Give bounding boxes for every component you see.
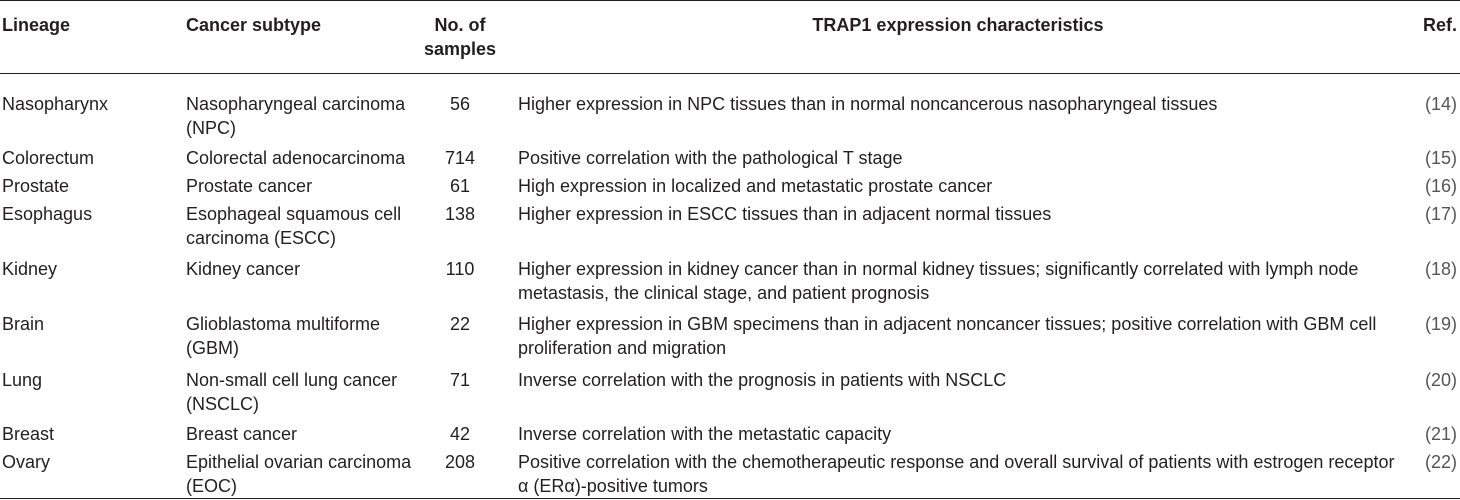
table-bottom-rule (0, 498, 1460, 499)
cell-cancer-subtype: Glioblastoma multiforme (GBM) (186, 314, 381, 358)
cell-lineage: Colorectum (2, 148, 95, 168)
cell-samples: 42 (449, 424, 471, 444)
cell-samples: 56 (449, 94, 471, 114)
header-bottom-rule (0, 73, 1460, 74)
cell-ref: (18) (1424, 259, 1457, 279)
cell-ref: (22) (1424, 452, 1457, 472)
cell-samples: 208 (444, 452, 476, 472)
cell-lineage: Nasopharynx (2, 94, 109, 114)
cell-cancer-subtype: Non-small cell lung cancer (NSCLC) (186, 370, 398, 414)
cell-characteristics: Higher expression in NPC tissues than in normal noncancerous nasopharyngeal tissues (518, 94, 1218, 114)
header-ref: Ref. (1422, 15, 1457, 35)
cell-ref: (17) (1424, 204, 1457, 224)
cell-characteristics: High expression in localized and metastatic prostate cancer (518, 176, 993, 196)
cell-characteristics: Higher expression in ESCC tissues than in adjacent normal tissues (518, 204, 1052, 224)
cell-samples: 61 (449, 176, 471, 196)
cell-lineage: Prostate (2, 176, 70, 196)
cell-cancer-subtype: Breast cancer (186, 424, 298, 444)
table-top-rule (0, 0, 1460, 1)
cell-characteristics: Higher expression in GBM specimens than in adjacent noncancer tissues; positive correlation with GBM cell proliferation and migration (518, 314, 1377, 358)
cell-lineage: Brain (2, 314, 45, 334)
header-cancer-subtype: Cancer subtype (186, 15, 322, 35)
cell-samples: 22 (449, 314, 471, 334)
cell-cancer-subtype: Kidney cancer (186, 259, 301, 279)
cell-characteristics: Inverse correlation with the prognosis in patients with NSCLC (518, 370, 1007, 390)
cell-lineage: Esophagus (2, 204, 93, 224)
cell-ref: (20) (1424, 370, 1457, 390)
cell-ref: (14) (1424, 94, 1457, 114)
header-trap1-characteristics: TRAP1 expression characteristics (812, 15, 1104, 35)
cell-lineage: Lung (2, 370, 43, 390)
cell-samples: 110 (445, 259, 475, 279)
header-lineage: Lineage (2, 15, 71, 35)
cell-samples: 714 (444, 148, 476, 168)
cell-ref: (16) (1424, 176, 1457, 196)
cell-characteristics: Positive correlation with the pathological T stage (518, 148, 903, 168)
cell-ref: (21) (1424, 424, 1457, 444)
cell-samples: 71 (449, 370, 471, 390)
cell-cancer-subtype: Nasopharyngeal carcinoma (NPC) (186, 94, 406, 138)
cell-characteristics: Higher expression in kidney cancer than in normal kidney tissues; significantly correlated with lymph node metastasis, the clinical stage, and patient prognosis (518, 259, 1359, 303)
cell-characteristics: Positive correlation with the chemotherapeutic response and overall survival of patients with estrogen receptor α (ERα)-positive tumors (518, 452, 1395, 496)
cell-cancer-subtype: Esophageal squamous cell carcinoma (ESCC) (186, 204, 402, 248)
cell-characteristics: Inverse correlation with the metastatic capacity (518, 424, 892, 444)
cell-lineage: Ovary (2, 452, 51, 472)
cell-ref: (19) (1424, 314, 1457, 334)
cell-cancer-subtype: Epithelial ovarian carcinoma (EOC) (186, 452, 412, 496)
cell-lineage: Kidney (2, 259, 58, 279)
cell-lineage: Breast (2, 424, 55, 444)
cell-ref: (15) (1424, 148, 1457, 168)
header-no-of-samples: No. of samples (423, 15, 497, 59)
cell-samples: 138 (444, 204, 476, 224)
cell-cancer-subtype: Prostate cancer (186, 176, 313, 196)
cell-cancer-subtype: Colorectal adenocarcinoma (186, 148, 406, 168)
